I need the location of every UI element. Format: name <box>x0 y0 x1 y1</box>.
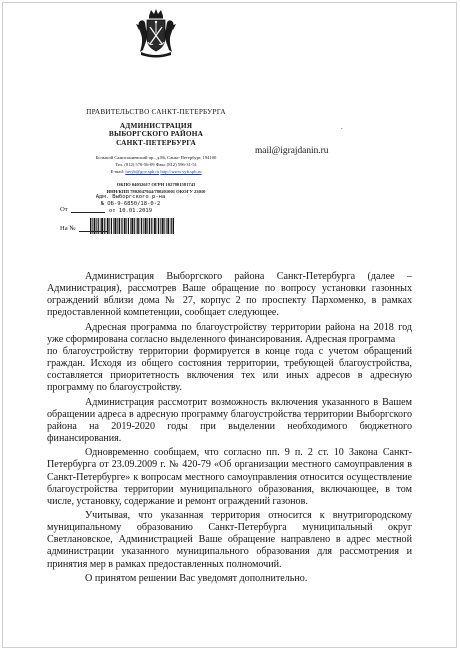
redacted-recipient-name <box>251 122 339 134</box>
codes-line-1: ОКПО 04032617 ОГРН 1027801581743 <box>116 182 196 188</box>
from-label: От <box>60 206 68 213</box>
phone-line: Тел. (812) 576-56-09 Факс (812) 596-31-51 <box>115 162 197 167</box>
paragraph-1: Администрация Выборгского района Санкт-Петербурга (далее – Администрация), рассмотрев Ваше обращение по вопросу установки газонных ограждений вблизи дома № 27, корпус 2 по проспекту Пархоменко, в рамках предоставленной компетенции, сообщает следующее. <box>47 271 412 319</box>
letter-body <box>47 271 412 587</box>
admin-title-line-3: САНКТ-ПЕТЕРБУРГА <box>116 138 196 148</box>
paragraph-6: О принятом решении Вас уведомят дополнительно. <box>85 572 308 584</box>
email-prefix: E-mail: <box>110 169 125 175</box>
codes-line-2: ИНН/КПП 7802047944/780201001 ОКОГУ 23010 <box>106 189 206 195</box>
ref-number-row <box>60 225 107 232</box>
government-title: ПРАВИТЕЛЬСТВО САНКТ-ПЕТЕРБУРГА <box>86 108 226 116</box>
stamp-line-2: № ОБ-9-6850/18-0-2 <box>100 201 161 208</box>
paragraph-3: Администрация рассмотрит возможность включения указанного в Вашем обращении адреса в адресную программу благоустройства территории Выборгского района на 2019-2020 годы при выделении необходимого бюджетного финансирования. <box>47 396 412 445</box>
from-date-blank <box>71 211 105 213</box>
ref-number-blank <box>79 230 107 232</box>
recipient-email: mail@igrajdanin.ru <box>255 146 329 156</box>
paragraph-2: Адресная программа по благоустройству территории района на 2018 год уже сформирована согласно выделенного финансирования. Адресная программа <box>47 321 412 345</box>
paragraph-5: Учитывая, что указанная территория относится к внутригородскому муниципальному образованию Санкт-Петербурга муниципальный округ Светлановское, Администрацией Ваше обращение направлено в адрес местной администрации указанного муниципального образования для рассмотрения и принятия мер в рамках предоставленных полномочий. <box>47 509 412 570</box>
contact-info <box>40 154 272 175</box>
address-line: Большой Сампсониевский пр., д.86, Санкт-Петербург, 194100 <box>95 154 217 160</box>
admin-website-link[interactable]: http://www.vyb.spb.ru <box>160 169 202 175</box>
paragraph-2-continued: по благоустройству территории формируется в конце года с учетом обращений граждан. Исходя из общего состояния территории, требующей благоустройства, составляется приоритетность включения тех или иных адресов в адресную программу по благоустройству. <box>47 345 412 394</box>
letterhead <box>40 108 272 195</box>
recipient-mark: . <box>341 123 343 131</box>
coat-of-arms-emblem <box>133 8 179 60</box>
registration-stamp <box>94 194 167 215</box>
from-field-row <box>60 206 105 213</box>
ref-number-label: На № <box>60 225 76 232</box>
email-web-line <box>40 168 272 175</box>
admin-email-link[interactable]: tuvyb@gov.spb.ru <box>125 169 160 175</box>
paragraph-4: Одновременно сообщаем, что согласно пп. 9 п. 2 ст. 10 Закона Санкт-Петербурга от 23.09.2009 г. № 420-79 «Об организации местного самоуправления в Санкт-Петербурге» к вопросам местного самоуправления относится осуществление благоустройства территории муниципального образования, включающее, в том числе, установку, содержание и ремонт ограждений газонов. <box>47 447 412 507</box>
stamp-line-1: Адм. Выборгского р-на <box>95 194 166 200</box>
admin-title-line-1: АДМИНИСТРАЦИЯ <box>119 120 193 130</box>
stamp-line-3: от 10.01.2019 <box>108 208 153 215</box>
admin-title-line-2: ВЫБОРГСКОГО РАЙОНА <box>108 129 204 139</box>
